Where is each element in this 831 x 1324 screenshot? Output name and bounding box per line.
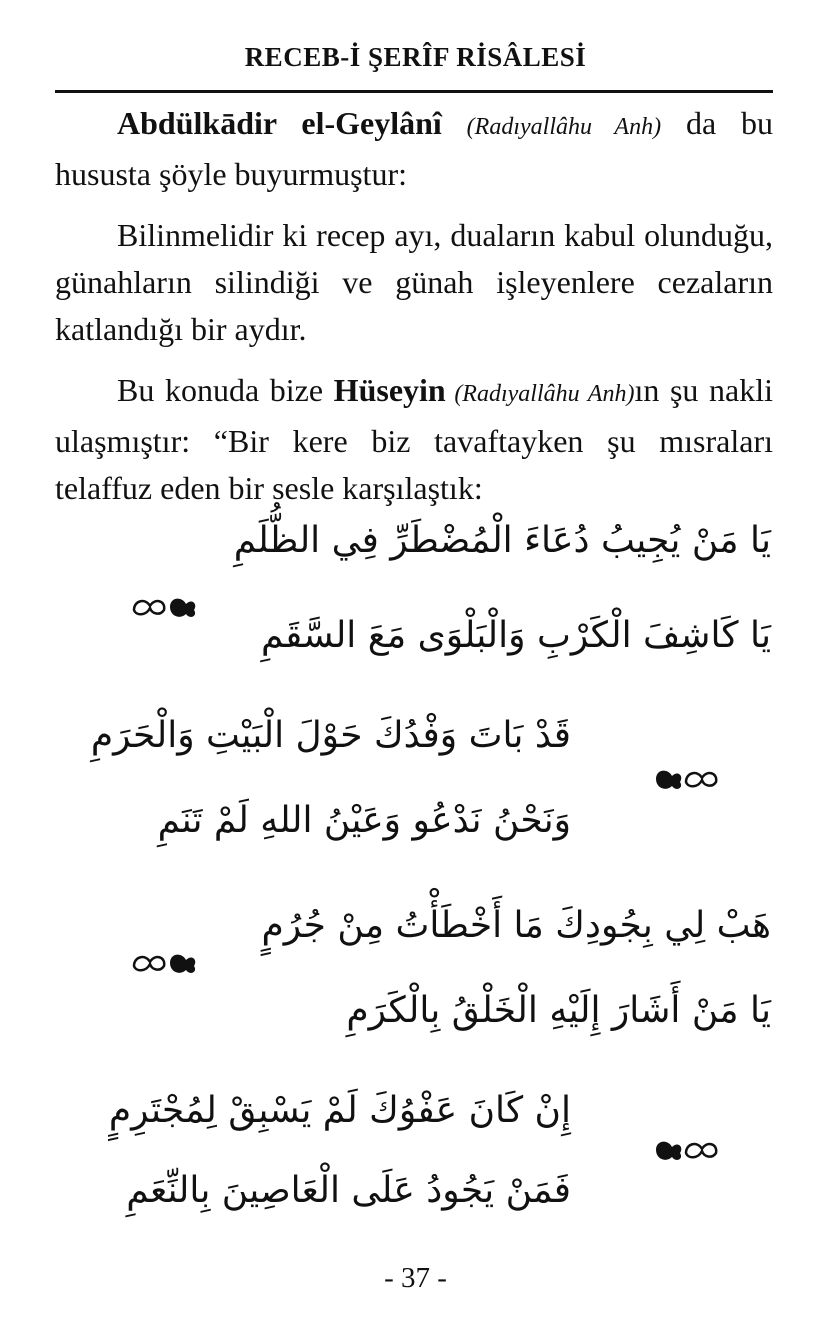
header-rule <box>55 90 773 93</box>
verse-line: يَا مَنْ يُجِيبُ دُعَاءَ الْمُضْطَرِّ فِي الظُّلَمِ <box>233 520 771 561</box>
honorific: (Radıyallâhu Anh) <box>445 381 635 407</box>
honorific: (Radıyallâhu Anh) <box>466 114 662 140</box>
verse-line: فَمَنْ يَجُودُ عَلَى الْعَاصِينَ بِالنِّعَمِ <box>126 1170 571 1211</box>
floral-ornament-icon <box>130 948 200 978</box>
verse-line: وَنَحْنُ نَدْعُو وَعَيْنُ اللهِ لَمْ تَنَمِ <box>157 800 571 841</box>
floral-ornament-icon <box>130 592 200 622</box>
verse-line: يَا مَنْ أَشَارَ إِلَيْهِ الْخَلْقُ بِالْكَرَمِ <box>346 990 771 1031</box>
floral-ornament-icon <box>650 1135 720 1165</box>
person-name: Hüseyin <box>333 372 446 408</box>
verse-line: إِنْ كَانَ عَفْوُكَ لَمْ يَسْبِقْ لِمُجْتَرِمٍ <box>108 1090 571 1131</box>
verse-line: يَا كَاشِفَ الْكَرْبِ وَالْبَلْوَى مَعَ السَّقَمِ <box>261 615 771 656</box>
prose-body <box>55 100 773 526</box>
paragraph-3 <box>55 367 773 512</box>
paragraph-2: Bilinmelidir ki recep ayı, duaların kabul olunduğu, günahların silindiği ve günah işleyenlere cezaların katlandığı bir aydır. <box>55 217 773 347</box>
paragraph-1 <box>55 100 773 198</box>
verse-line: هَبْ لِي بِجُودِكَ مَا أَخْطَأْتُ مِنْ جُرُمٍ <box>261 905 771 946</box>
floral-ornament-icon <box>650 764 720 794</box>
running-header: RECEB-İ ŞERÎF RİSÂLESİ <box>244 42 587 72</box>
paragraph-1-text: da bu hususta şöyle buyurmuştur: <box>55 105 774 192</box>
paragraph-3-text: ın şu nakli ulaşmıştır: “Bir kere biz tavaftayken şu mısraları telaffuz eden bir sesle karşılaştık: <box>55 372 773 506</box>
person-name: Abdülkādir el-Geylânî <box>117 105 442 141</box>
page-number: - 37 - <box>384 1262 447 1294</box>
verse-line: قَدْ بَاتَ وَفْدُكَ حَوْلَ الْبَيْتِ وَالْحَرَمِ <box>90 715 571 756</box>
paragraph-3-lead: Bu konuda bize <box>117 372 334 408</box>
